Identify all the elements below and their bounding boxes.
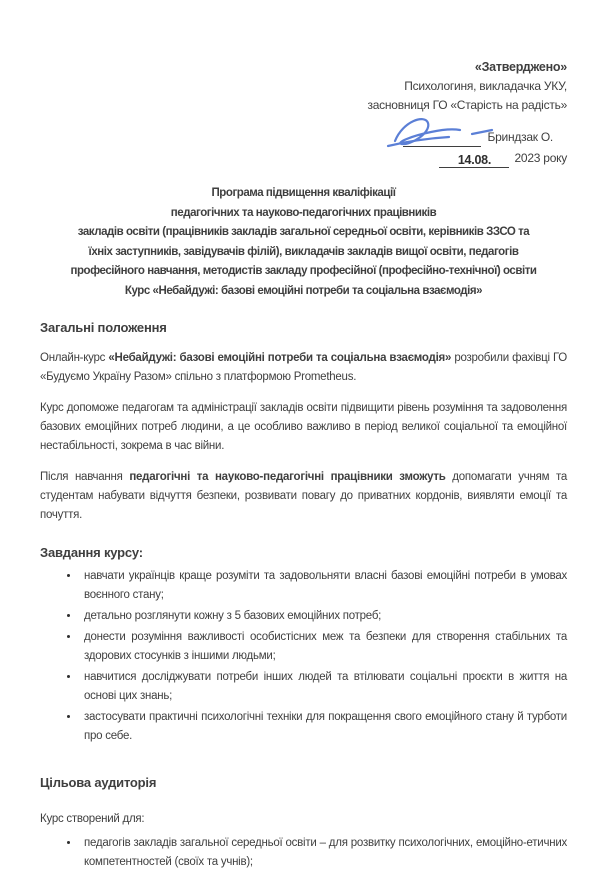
signature-line	[403, 132, 481, 147]
title-line: їхніх заступників, завідувачів філій), викладачів закладів вищої освіти, педагогів	[88, 245, 519, 258]
title-line: професійного навчання, методистів закладу професійної (професійно-технічної) освіти	[70, 265, 537, 277]
title-line: закладів освіти (працівників закладів загальної середньої освіти, керівників ЗЗСО та	[77, 226, 530, 238]
task-item: • застосувати практичні психологічні техніки для покращення свого емоційного стану й турботи про себе.	[80, 708, 567, 746]
section-heading-tasks: Завдання курсу:	[40, 545, 143, 560]
audience-intro: Курс створений для:	[40, 813, 145, 825]
approval-org-line: засновниця ГО «Старість на радість»	[367, 98, 567, 112]
signatory-name: Бриндзак О.	[487, 130, 553, 144]
signature-row	[40, 128, 567, 148]
task-item: • детально розглянути кожну з 5 базових емоційних потреб;	[80, 607, 567, 626]
task-item: • донести розуміння важливості особистісних меж та безпеки для створення стабільних та здорових стосунків з іншими людьми;	[80, 628, 567, 666]
paragraph-after-training: Після навчання педагогічні та науково-педагогічні працівники зможуть допомагати учням та студентам набувати відчуття безпеки, розвивати повагу до приватних кордонів, виявляти емоції та почуття.	[40, 471, 568, 521]
audience-list	[40, 834, 567, 872]
task-item: • навчати українців краще розуміти та задовольняти власні базові емоційні потреби в умовах воєнного стану;	[80, 567, 567, 605]
title-line: педагогічних та науково-педагогічних працівників	[170, 206, 437, 219]
section-heading-audience: Цільова аудиторія	[40, 775, 157, 790]
section-heading-general: Загальні положення	[40, 320, 167, 335]
date-line: 14.08.	[439, 151, 509, 168]
approval-block	[40, 58, 567, 169]
title-line: Курс «Небайдужі: базові емоційні потреби та соціальна взаємодія»	[124, 284, 483, 297]
paragraph-course-origin: Онлайн-курс «Небайдужі: базові емоційні потреби та соціальна взаємодія» розробили фахівці ГО «Будуємо Україну Разом» спільно з платформою Prometheus.	[40, 352, 567, 383]
paragraph-course-benefit: Курс допоможе педагогам та адміністрації закладів освіти підвищити рівень розуміння та задоволення базових емоційних потреб людини, а це особливо важливо в період великої соціальної та емоційної нестабільності, зокрема в час війни.	[40, 402, 567, 452]
approval-role-line: Психологиня, викладачка УКУ,	[404, 79, 567, 93]
audience-item: • педагогів закладів загальної середньої освіти – для розвитку психологічних, емоційно-етичних компетентностей (своїх та учнів);	[80, 834, 567, 872]
date-row	[40, 149, 567, 169]
task-item: • навчитися досліджувати потреби інших людей та втілювати соціальні проєкти в життя на основі цих знань;	[80, 668, 567, 706]
document-title	[40, 184, 567, 301]
title-line: Програма підвищення кваліфікації	[211, 187, 396, 199]
tasks-list	[40, 567, 567, 746]
year-label: 2023 року	[514, 151, 567, 165]
approval-stamp: «Затверджено»	[474, 60, 567, 74]
